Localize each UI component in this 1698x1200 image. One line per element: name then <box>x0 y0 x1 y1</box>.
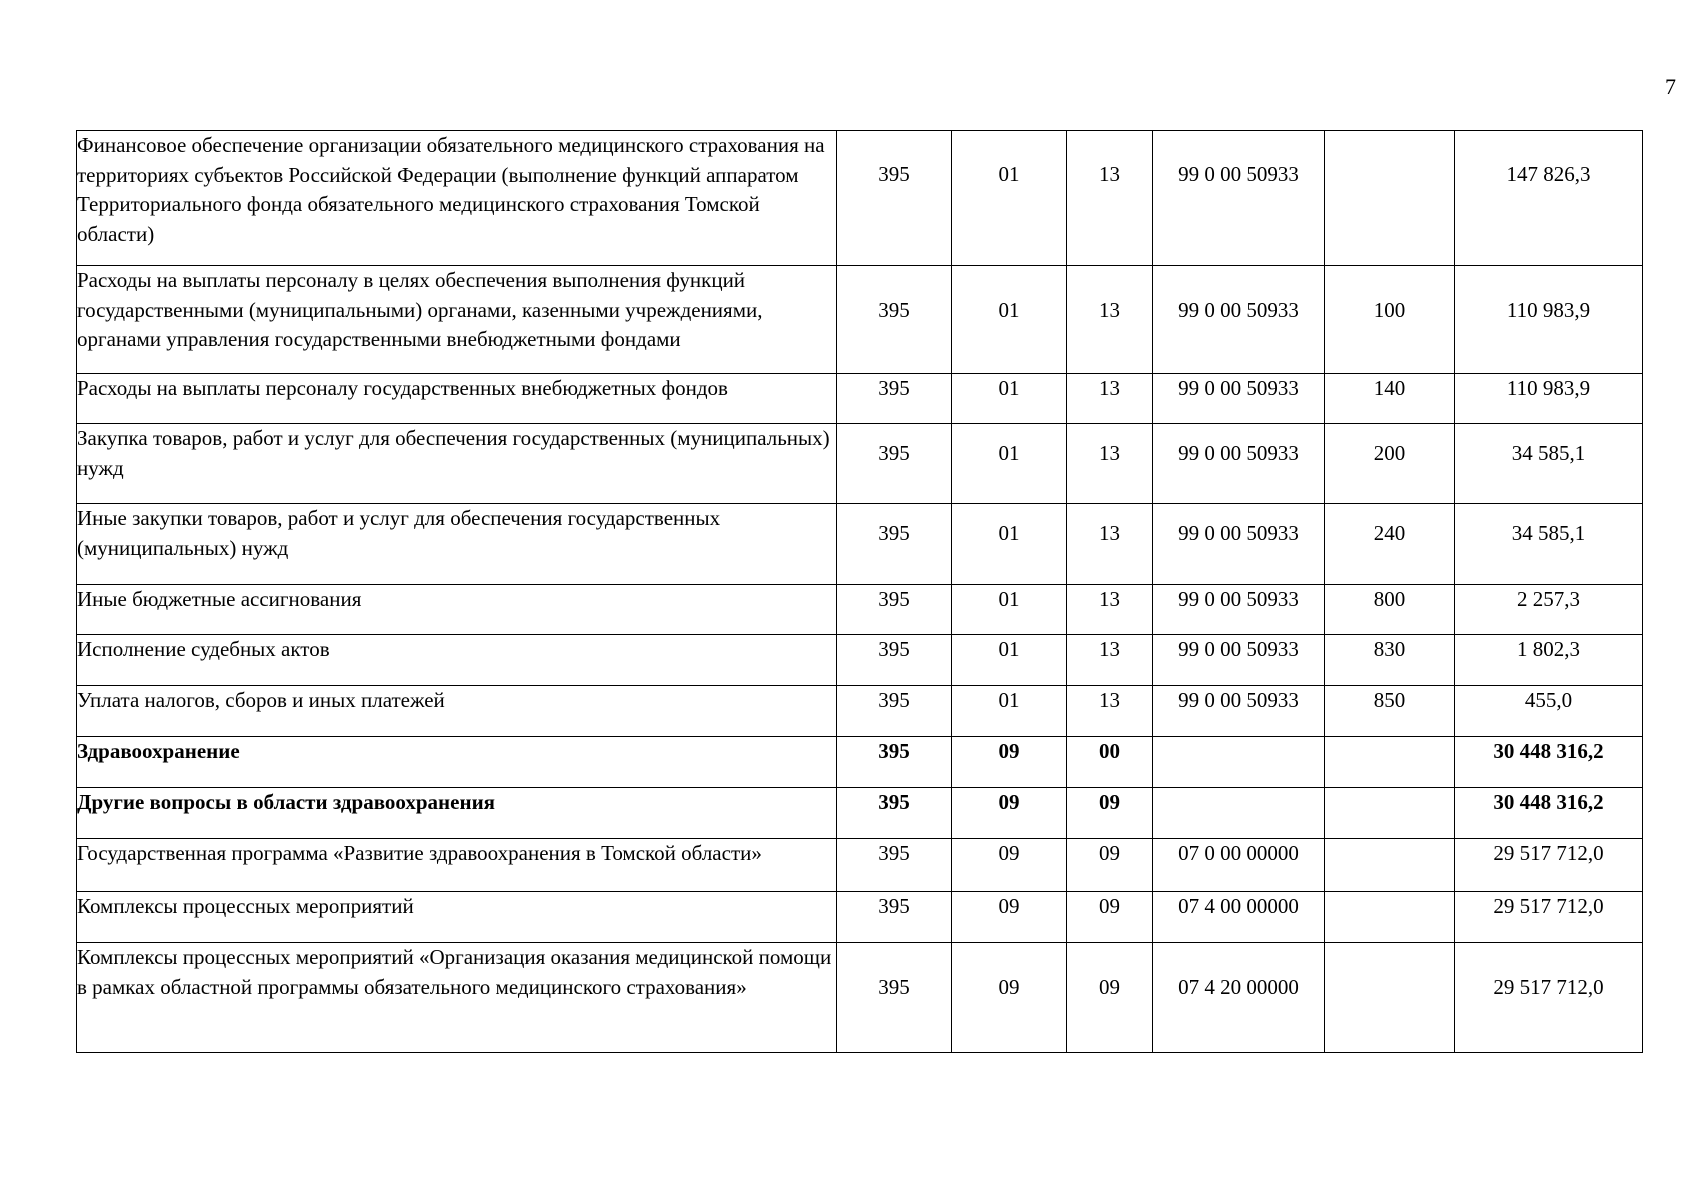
target-article-cell: 99 0 00 50933 <box>1153 635 1325 686</box>
expense-type-cell: 140 <box>1325 374 1455 424</box>
table-row <box>77 737 1643 788</box>
subsection-code-cell: 09 <box>1067 943 1153 1053</box>
ministry-code-cell: 395 <box>837 266 952 374</box>
section-code-cell: 09 <box>952 788 1067 839</box>
budget-allocation-table <box>76 130 1643 1053</box>
table-row <box>77 374 1643 424</box>
ministry-code-cell: 395 <box>837 635 952 686</box>
target-article-cell: 99 0 00 50933 <box>1153 504 1325 585</box>
target-article-cell: 99 0 00 50933 <box>1153 266 1325 374</box>
amount-cell: 30 448 316,2 <box>1455 788 1643 839</box>
section-code-cell: 01 <box>952 504 1067 585</box>
section-code-cell: 01 <box>952 131 1067 266</box>
section-code-cell: 01 <box>952 686 1067 737</box>
target-article-cell: 07 4 00 00000 <box>1153 892 1325 943</box>
target-article-cell: 99 0 00 50933 <box>1153 585 1325 635</box>
section-code-cell: 01 <box>952 635 1067 686</box>
amount-cell: 29 517 712,0 <box>1455 892 1643 943</box>
expense-type-cell <box>1325 839 1455 892</box>
section-code-cell: 01 <box>952 266 1067 374</box>
subsection-code-cell: 13 <box>1067 374 1153 424</box>
row-description: Уплата налогов, сборов и иных платежей <box>77 686 837 737</box>
row-description: Иные бюджетные ассигнования <box>77 585 837 635</box>
target-article-cell: 99 0 00 50933 <box>1153 424 1325 504</box>
amount-cell: 110 983,9 <box>1455 374 1643 424</box>
subsection-code-cell: 00 <box>1067 737 1153 788</box>
expense-type-cell: 240 <box>1325 504 1455 585</box>
row-description: Государственная программа «Развитие здравоохранения в Томской области» <box>77 839 837 892</box>
section-code-cell: 09 <box>952 943 1067 1053</box>
subsection-code-cell: 09 <box>1067 839 1153 892</box>
table-row <box>77 839 1643 892</box>
table-body <box>77 131 1643 1053</box>
subsection-code-cell: 13 <box>1067 686 1153 737</box>
target-article-cell: 07 0 00 00000 <box>1153 839 1325 892</box>
subsection-code-cell: 13 <box>1067 424 1153 504</box>
row-description: Финансовое обеспечение организации обязательного медицинского страхования на территориях субъектов Российской Федерации (выполнение функций аппаратом Территориального фонда обязательного медицинского страхования Томской области) <box>77 131 837 266</box>
section-code-cell: 01 <box>952 424 1067 504</box>
target-article-cell: 99 0 00 50933 <box>1153 374 1325 424</box>
subsection-code-cell: 13 <box>1067 635 1153 686</box>
ministry-code-cell: 395 <box>837 737 952 788</box>
subsection-code-cell: 09 <box>1067 892 1153 943</box>
amount-cell: 2 257,3 <box>1455 585 1643 635</box>
row-description: Расходы на выплаты персоналу в целях обеспечения выполнения функций государственными (муниципальными) органами, казенными учреждениями, органами управления государственными внебюджетными фондами <box>77 266 837 374</box>
table-row <box>77 788 1643 839</box>
table-row <box>77 424 1643 504</box>
table-row <box>77 943 1643 1053</box>
subsection-code-cell: 13 <box>1067 266 1153 374</box>
subsection-code-cell: 13 <box>1067 585 1153 635</box>
row-description: Расходы на выплаты персоналу государственных внебюджетных фондов <box>77 374 837 424</box>
section-code-cell: 09 <box>952 839 1067 892</box>
ministry-code-cell: 395 <box>837 686 952 737</box>
target-article-cell: 07 4 20 00000 <box>1153 943 1325 1053</box>
amount-cell: 110 983,9 <box>1455 266 1643 374</box>
subsection-code-cell: 13 <box>1067 504 1153 585</box>
expense-type-cell <box>1325 131 1455 266</box>
table-row <box>77 131 1643 266</box>
expense-type-cell: 800 <box>1325 585 1455 635</box>
section-code-cell: 01 <box>952 585 1067 635</box>
table-row <box>77 686 1643 737</box>
amount-cell: 1 802,3 <box>1455 635 1643 686</box>
expense-type-cell <box>1325 737 1455 788</box>
expense-type-cell: 830 <box>1325 635 1455 686</box>
section-code-cell: 09 <box>952 892 1067 943</box>
page-number: 7 <box>1665 74 1676 99</box>
expense-type-cell <box>1325 943 1455 1053</box>
section-code-cell: 01 <box>952 374 1067 424</box>
row-description: Иные закупки товаров, работ и услуг для обеспечения государственных (муниципальных) нужд <box>77 504 837 585</box>
expense-type-cell <box>1325 892 1455 943</box>
ministry-code-cell: 395 <box>837 839 952 892</box>
table-row <box>77 585 1643 635</box>
table-row <box>77 504 1643 585</box>
expense-type-cell <box>1325 788 1455 839</box>
ministry-code-cell: 395 <box>837 131 952 266</box>
amount-cell: 34 585,1 <box>1455 424 1643 504</box>
row-description: Комплексы процессных мероприятий «Организация оказания медицинской помощи в рамках областной программы обязательного медицинского страхования» <box>77 943 837 1053</box>
subsection-code-cell: 13 <box>1067 131 1153 266</box>
table-row <box>77 635 1643 686</box>
table-row <box>77 892 1643 943</box>
ministry-code-cell: 395 <box>837 788 952 839</box>
row-description: Исполнение судебных актов <box>77 635 837 686</box>
ministry-code-cell: 395 <box>837 585 952 635</box>
amount-cell: 455,0 <box>1455 686 1643 737</box>
amount-cell: 30 448 316,2 <box>1455 737 1643 788</box>
target-article-cell <box>1153 788 1325 839</box>
ministry-code-cell: 395 <box>837 424 952 504</box>
target-article-cell <box>1153 737 1325 788</box>
expense-type-cell: 850 <box>1325 686 1455 737</box>
amount-cell: 147 826,3 <box>1455 131 1643 266</box>
subsection-code-cell: 09 <box>1067 788 1153 839</box>
row-description: Комплексы процессных мероприятий <box>77 892 837 943</box>
target-article-cell: 99 0 00 50933 <box>1153 686 1325 737</box>
row-description: Закупка товаров, работ и услуг для обеспечения государственных (муниципальных) нужд <box>77 424 837 504</box>
ministry-code-cell: 395 <box>837 374 952 424</box>
amount-cell: 29 517 712,0 <box>1455 943 1643 1053</box>
ministry-code-cell: 395 <box>837 892 952 943</box>
ministry-code-cell: 395 <box>837 943 952 1053</box>
expense-type-cell: 200 <box>1325 424 1455 504</box>
ministry-code-cell: 395 <box>837 504 952 585</box>
table-row <box>77 266 1643 374</box>
target-article-cell: 99 0 00 50933 <box>1153 131 1325 266</box>
amount-cell: 29 517 712,0 <box>1455 839 1643 892</box>
amount-cell: 34 585,1 <box>1455 504 1643 585</box>
section-code-cell: 09 <box>952 737 1067 788</box>
expense-type-cell: 100 <box>1325 266 1455 374</box>
row-description: Другие вопросы в области здравоохранения <box>77 788 837 839</box>
row-description: Здравоохранение <box>77 737 837 788</box>
